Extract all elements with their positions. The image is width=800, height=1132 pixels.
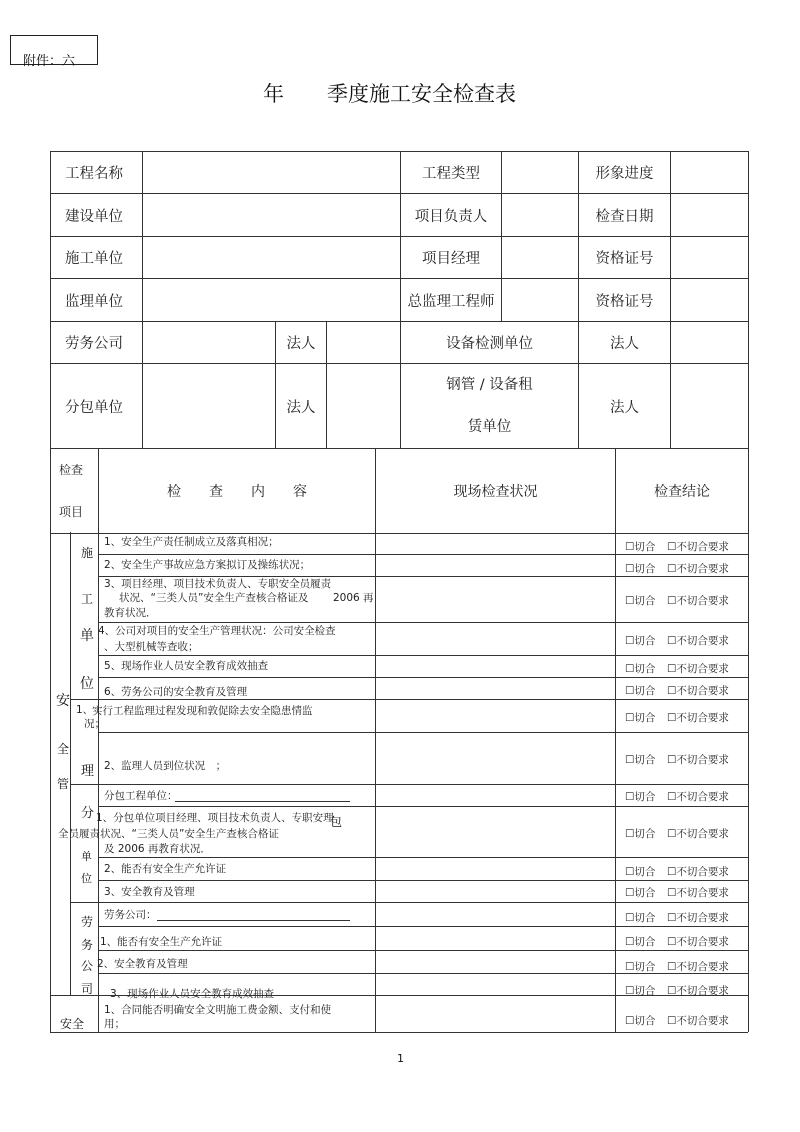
not-conforms-checkbox[interactable]: ☐不切合要求 [667,754,729,766]
labor-item-1: 1、能否有安全生产允许证 [100,936,223,948]
label-supervisor: 监理单位 [51,279,143,322]
label-labor-company: 劳务公司 [51,322,143,364]
supervisor-value [143,279,401,322]
header-conclusion: 检查结论 [616,449,749,534]
project-manager-value [502,237,579,279]
item-6: 6、劳务公司的安全教育及管理 [104,686,248,698]
builder-value [143,237,401,279]
labor-label-3: 公 [81,959,94,973]
conforms-checkbox[interactable]: ☐切合 [625,936,656,948]
conforms-checkbox[interactable]: ☐切合 [625,595,656,607]
not-conforms-checkbox[interactable]: ☐不切合要求 [667,961,729,973]
supervision-item-1-line-2: 况； [84,718,105,730]
sub-unit-label: 分包工程单位： [104,790,178,802]
label-rental-unit [401,364,579,449]
title-year: 年 [263,82,284,106]
item-3-line-1: 3、项目经理、项目技术负责人、专职安全员履责 [104,578,332,590]
project-leader-value [502,194,579,237]
not-conforms-checkbox[interactable]: ☐不切合要求 [667,912,729,924]
conforms-checkbox[interactable]: ☐切合 [625,754,656,766]
labor-item-2: 2、安全教育及管理 [97,958,188,970]
not-conforms-checkbox[interactable]: ☐不切合要求 [667,712,729,724]
label-certificate-2: 资格证号 [579,279,671,322]
subcontract-label-3: 位 [81,872,92,885]
certificate-2-value [671,279,749,322]
label-certificate-1: 资格证号 [579,237,671,279]
not-conforms-checkbox[interactable]: ☐不切合要求 [667,541,729,553]
not-conforms-checkbox[interactable]: ☐不切合要求 [667,685,729,697]
label-legal-person-1: 法人 [276,322,327,364]
header-item-bottom: 项目 [59,505,84,519]
conforms-checkbox[interactable]: ☐切合 [625,541,656,553]
progress-value [671,152,749,194]
row-sep [98,732,748,733]
annex-label: 附件：六 [23,54,76,69]
item-1: 1、安全生产责任制成立及落真相况； [104,536,279,548]
conforms-checkbox[interactable]: ☐切合 [625,985,656,997]
safety-label-3: 管 [57,777,70,791]
label-project-leader: 项目负责人 [401,194,502,237]
page-title: 季度施工安全检查表 [327,82,516,106]
frame-bottom [50,1032,748,1033]
sub-item-1-line-2: 全员履责状况、“三类人员”安全生产查核合格证 [58,828,279,840]
legal-person-1-value [327,322,401,364]
item-4-line-1: 4、公司对项目的安全生产管理状况：公司安全检查 [98,625,336,637]
project-info-table [50,151,749,449]
item-3-line-3: 2006 再 [333,592,374,604]
conforms-checkbox[interactable]: ☐切合 [625,663,656,675]
item-2: 2、安全生产事故应急方案拟订及操练状况； [104,559,311,571]
rental-unit-line-1: 钢管 / 设备租 [446,377,533,393]
label-legal-person-4: 法人 [579,364,671,449]
label-project-type: 工程类型 [401,152,502,194]
sub-item-3: 3、安全教育及管理 [104,886,195,898]
row-sep [98,655,748,656]
inspection-header [50,448,749,534]
conforms-checkbox[interactable]: ☐切合 [625,961,656,973]
conforms-checkbox[interactable]: ☐切合 [625,887,656,899]
label-builder: 施工单位 [51,237,143,279]
construction-label-2: 工 [81,592,94,606]
conforms-checkbox[interactable]: ☐切合 [625,866,656,878]
not-conforms-checkbox[interactable]: ☐不切合要求 [667,866,729,878]
frame-left [50,532,51,1032]
labor-label-4: 司 [81,982,94,996]
row-sep [98,677,748,678]
last-item-1-line-1: 1、合同能否明确安全文明施工费金额、支付和使 [104,1004,332,1016]
label-check-date: 检查日期 [579,194,671,237]
construction-label-1: 施 [81,546,94,560]
sub-unit-underline [175,801,350,802]
labor-unit-underline [157,920,350,921]
subcontract-label-1: 分 [81,806,95,821]
conforms-checkbox[interactable]: ☐切合 [625,828,656,840]
header-item [51,449,99,534]
project-type-value [502,152,579,194]
label-project-name: 工程名称 [51,152,143,194]
safety-label-4: 安全 [60,1017,85,1031]
item-3-line-2: 状况、“三类人员”安全生产查核合格证及 [119,592,309,604]
legal-person-4-value [671,364,749,449]
supervision-item-1-line-1: 实行工程监理过程发现和敦促除去安全隐患情监 [92,705,313,717]
conforms-checkbox[interactable]: ☐切合 [625,635,656,647]
not-conforms-checkbox[interactable]: ☐不切合要求 [667,595,729,607]
label-legal-person-3: 法人 [276,364,327,449]
row-sep [98,806,748,807]
construction-label-4: 位 [80,676,94,692]
not-conforms-checkbox[interactable]: ☐不切合要求 [667,887,729,899]
not-conforms-checkbox[interactable]: ☐不切合要求 [667,828,729,840]
conforms-checkbox[interactable]: ☐切合 [625,912,656,924]
row-sep [70,699,748,700]
row-sep [98,950,748,951]
safety-label-2: 全 [57,742,70,756]
project-name-value [143,152,401,194]
chief-supervisor-value [502,279,579,322]
row-sep [98,554,748,555]
construction-owner-value [143,194,401,237]
conforms-checkbox[interactable]: ☐切合 [625,685,656,697]
not-conforms-checkbox[interactable]: ☐不切合要求 [667,985,729,997]
row-sep [70,784,748,785]
supervision-item-1-num: 1、 [76,704,94,716]
conforms-checkbox[interactable]: ☐切合 [625,563,656,575]
label-progress: 形象进度 [579,152,671,194]
not-conforms-checkbox[interactable]: ☐不切合要求 [667,936,729,948]
frame-col-conclusion [615,532,616,1032]
row-sep [98,857,748,858]
frame-col-sub [70,532,71,995]
subcontract-label-2: 单 [81,850,92,863]
last-item-1-line-2: 用； [104,1018,125,1030]
frame-right [748,532,749,1032]
labor-item-3: 3、现场作业人员安全教育成效抽查 [110,988,275,1000]
safety-label-1: 安 [56,693,70,709]
labor-company-value [143,322,276,364]
conforms-checkbox[interactable]: ☐切合 [625,791,656,803]
conforms-checkbox[interactable]: ☐切合 [625,1015,656,1027]
labor-unit-label: 劳务公司： [104,909,157,921]
header-content: 检 查 内 容 [99,449,376,534]
conforms-checkbox[interactable]: ☐切合 [625,712,656,724]
not-conforms-checkbox[interactable]: ☐不切合要求 [667,635,729,647]
label-chief-supervisor: 总监理工程师 [401,279,502,322]
not-conforms-checkbox[interactable]: ☐不切合要求 [667,563,729,575]
label-equipment-testing: 设备检测单位 [401,322,579,364]
sub-item-1-line-3: 及 2006 再教育状况． [104,843,211,855]
construction-label-3: 单 [80,628,94,644]
labor-label-2: 务 [81,938,94,952]
supervision-item-2: 2、监理人员到位状况 ； [104,760,227,772]
check-date-value [671,194,749,237]
page-number: 1 [397,1052,404,1065]
labor-label-1: 劳 [81,915,94,929]
certificate-1-value [671,237,749,279]
sub-item-1-pkg: 包 [330,815,343,829]
sub-item-2: 2、能否有安全生产允许证 [104,863,227,875]
item-4-line-2: 、大型机械等查收； [104,641,199,653]
label-legal-person-2: 法人 [579,322,671,364]
supervision-label: 理 [81,764,95,779]
row-sep [70,902,748,903]
label-construction-owner: 建设单位 [51,194,143,237]
item-3-line-4: 教育状况． [104,607,157,619]
row-sep [98,926,748,927]
label-subcontractor: 分包单位 [51,364,143,449]
not-conforms-checkbox[interactable]: ☐不切合要求 [667,663,729,675]
row-sep [98,880,748,881]
legal-person-2-value [671,322,749,364]
item-5: 5、现场作业人员安全教育成效抽查 [104,660,269,672]
row-sep [98,622,748,623]
frame-col-status [375,532,376,1032]
header-item-top: 检查 [59,463,84,477]
rental-unit-line-2: 赁单位 [467,419,512,435]
subcontractor-value [143,364,276,449]
header-status: 现场检查状况 [376,449,616,534]
not-conforms-checkbox[interactable]: ☐不切合要求 [667,1015,729,1027]
not-conforms-checkbox[interactable]: ☐不切合要求 [667,791,729,803]
sub-item-1-line-1: 1、分包单位项目经理、项目技术负责人、专职安理 [96,812,334,824]
label-project-manager: 项目经理 [401,237,502,279]
legal-person-3-value [327,364,401,449]
